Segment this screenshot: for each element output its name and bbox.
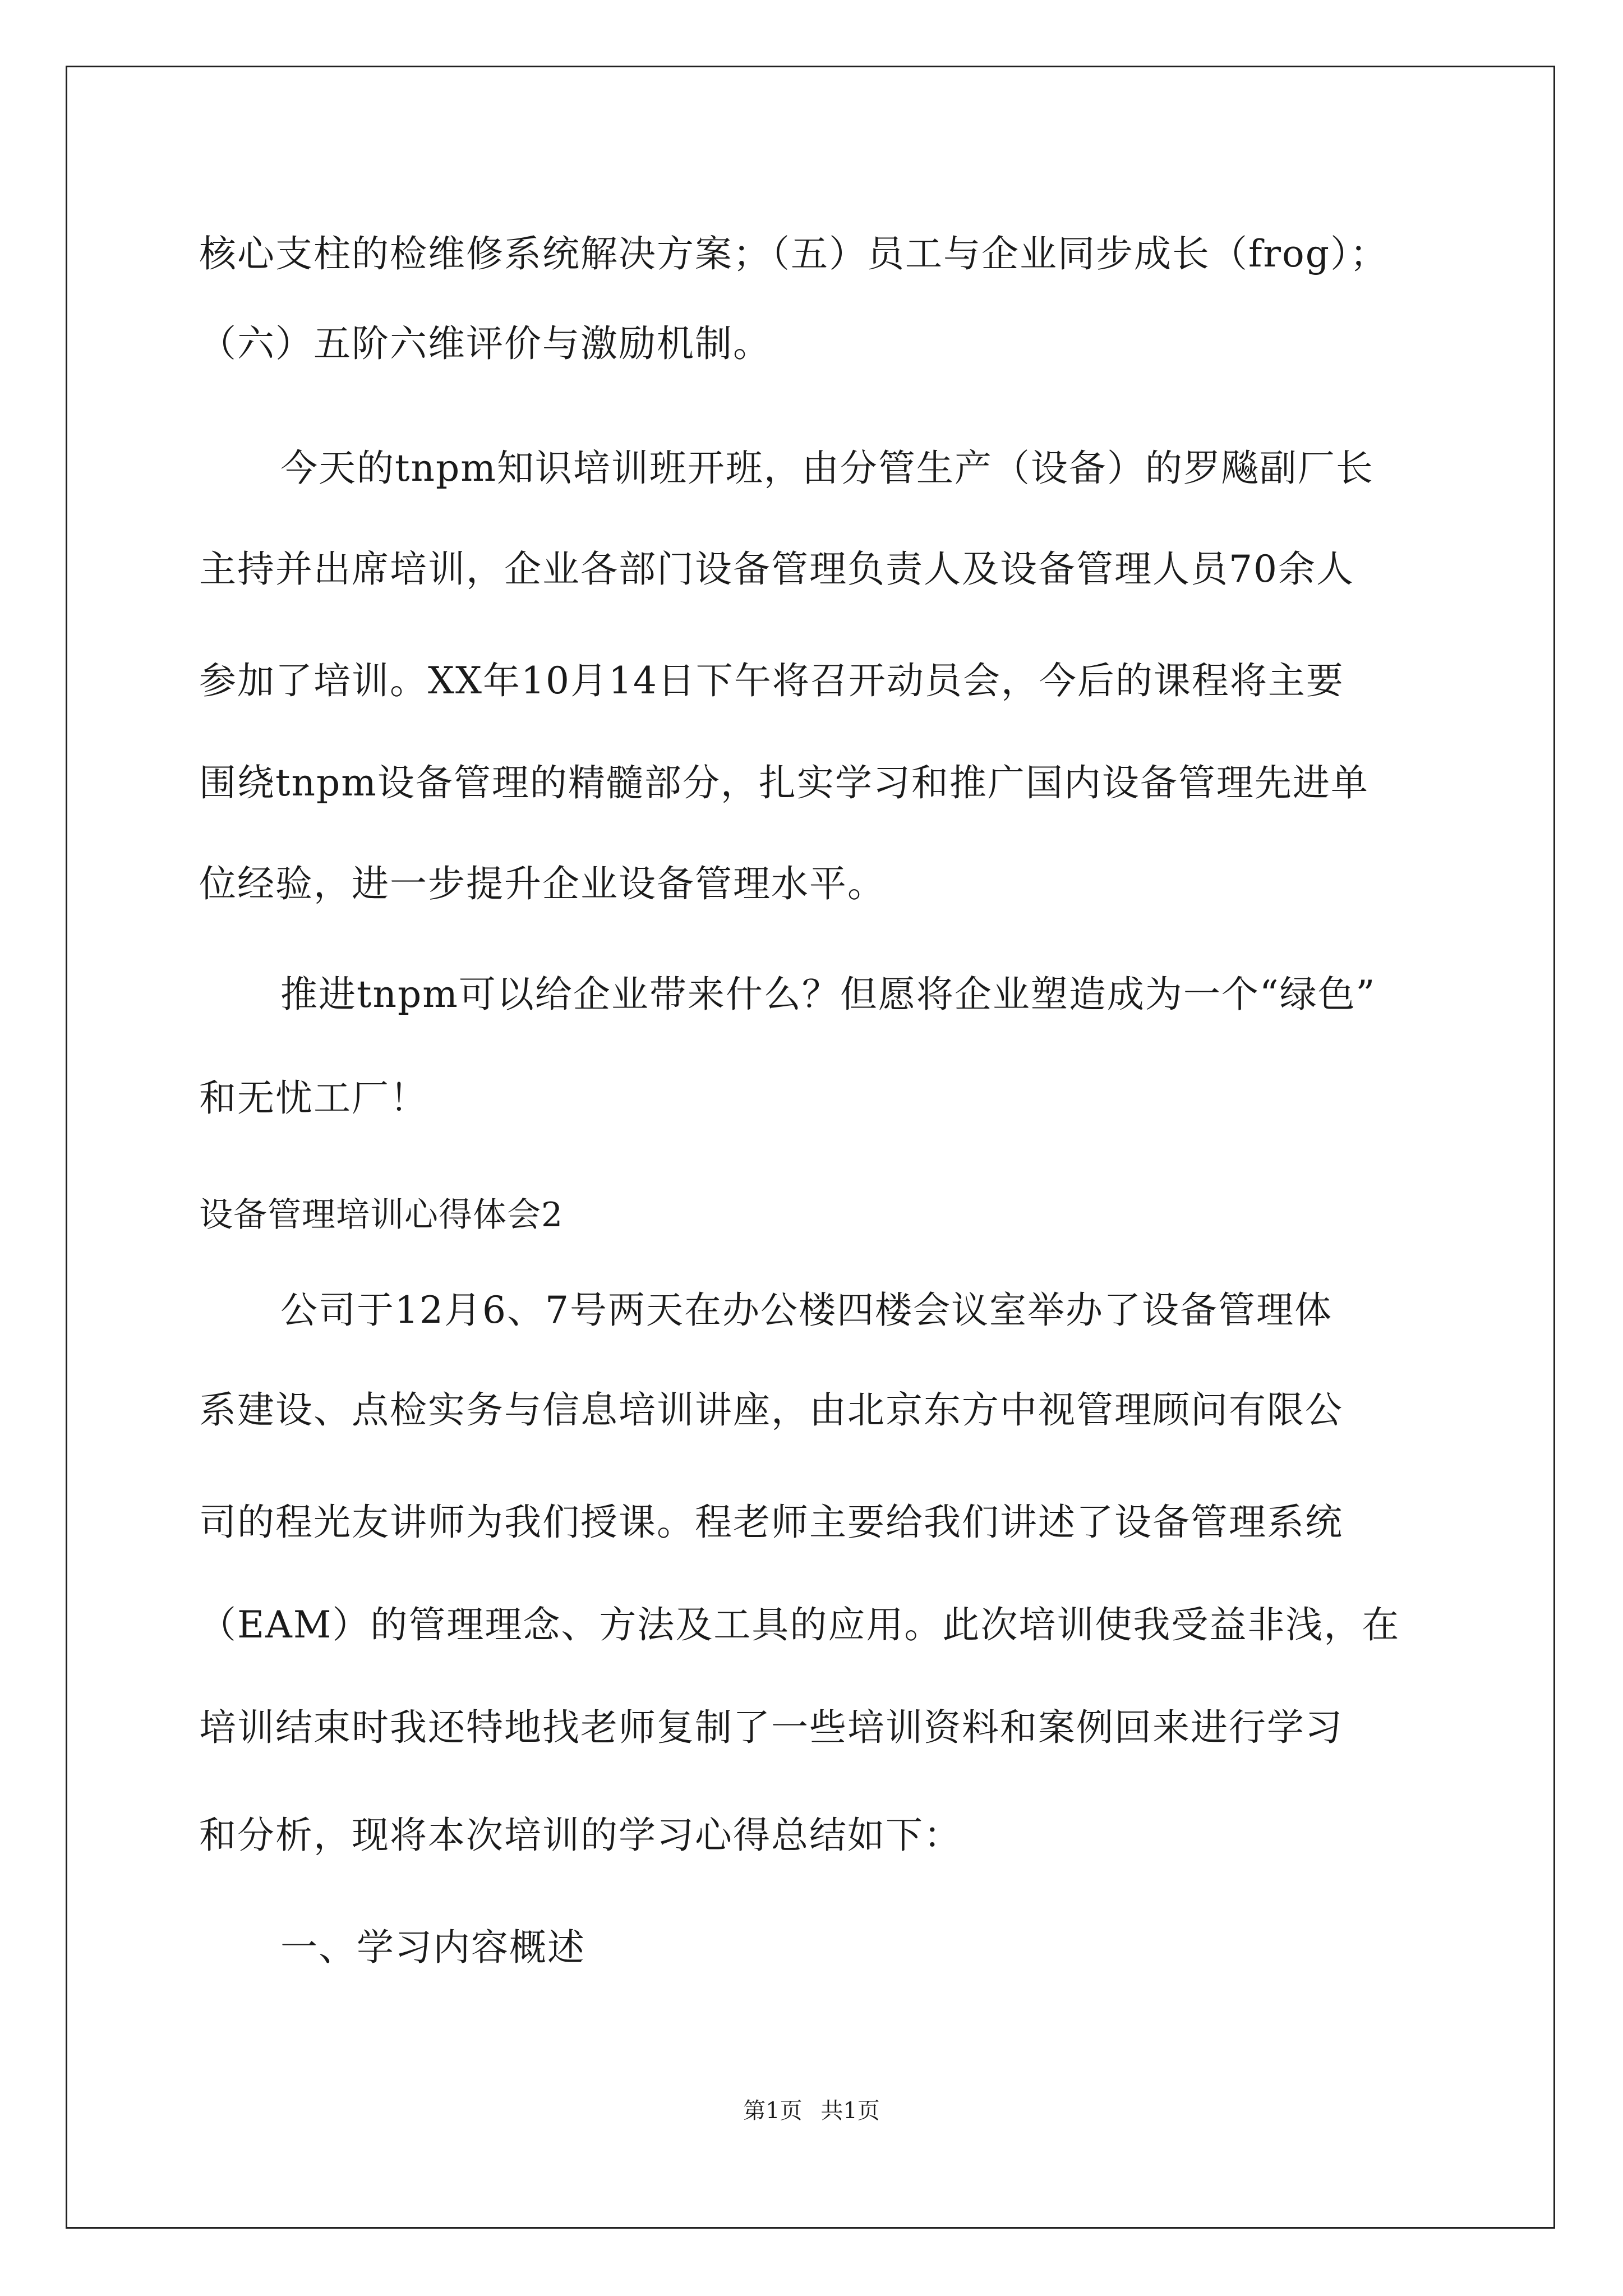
paragraph-line-12: 司的程光友讲师为我们授课。程老师主要给我们讲述了设备管理系统: [199, 1501, 1343, 1544]
section-heading: 设备管理培训心得体会2: [199, 1195, 564, 1235]
paragraph-line-1: 核心支柱的检维修系统解决方案；（五）员工与企业同步成长（frog）；: [199, 232, 1388, 275]
paragraph-line-14: 培训结束时我还特地找老师复制了一些培训资料和案例回来进行学习: [199, 1706, 1343, 1749]
subsection-heading: 一、学习内容概述: [280, 1926, 585, 1969]
paragraph-line-4: 主持并出席培训，企业各部门设备管理负责人及设备管理人员70余人: [199, 547, 1354, 591]
paragraph-line-13: （EAM）的管理理念、方法及工具的应用。此次培训使我受益非浅，在: [199, 1603, 1400, 1646]
page-border: [66, 66, 1555, 2229]
paragraph-line-9: 和无忧工厂！: [199, 1076, 428, 1120]
paragraph-line-5: 参加了培训。XX年10月14日下午将召开动员会，今后的课程将主要: [199, 659, 1344, 702]
page-footer: [0, 2097, 1623, 2125]
page-number: 第1页: [743, 2098, 803, 2124]
paragraph-line-6: 围绕tnpm设备管理的精髓部分，扎实学习和推广国内设备管理先进单: [199, 761, 1369, 804]
paragraph-line-11: 系建设、点检实务与信息培训讲座，由北京东方中视管理顾问有限公: [199, 1388, 1343, 1432]
paragraph-line-7: 位经验，进一步提升企业设备管理水平。: [199, 862, 886, 905]
paragraph-line-15: 和分析，现将本次培训的学习心得总结如下：: [199, 1814, 962, 1857]
paragraph-line-10: 公司于12月6、7号两天在办公楼四楼会议室举办了设备管理体: [280, 1289, 1332, 1332]
paragraph-line-8: 推进tnpm可以给企业带来什么？但愿将企业塑造成为一个“绿色”: [280, 973, 1376, 1016]
paragraph-line-3: 今天的tnpm知识培训班开班，由分管生产（设备）的罗飚副厂长: [280, 447, 1374, 490]
paragraph-line-2: （六）五阶六维评价与激励机制。: [199, 322, 771, 365]
page-total: 共1页: [820, 2098, 880, 2124]
